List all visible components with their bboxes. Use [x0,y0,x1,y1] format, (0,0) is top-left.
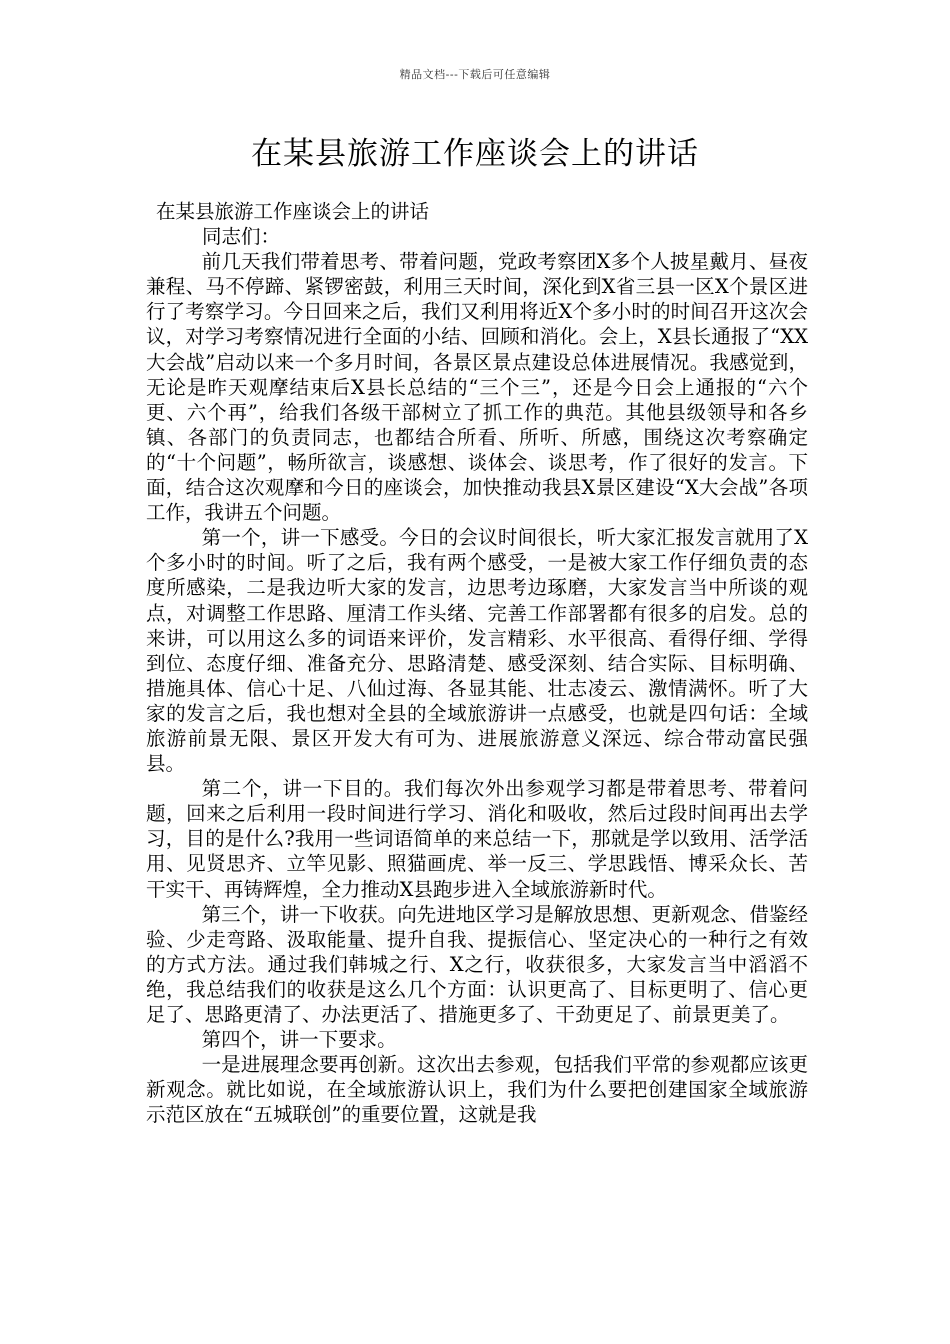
document-subtitle: 在某县旅游工作座谈会上的讲话 [156,200,430,223]
paragraph: 第四个，讲一下要求。 [201,1028,397,1052]
paragraph: 第三个，讲一下收获。向先进地区学习是解放思想、更新观念、借鉴经验、少走弯路、汲取能量、提升自我、提振信心、坚定决心的一种行之有效的方式方法。通过我们韩城之行、X之行，收获很多，大家发言当中滔滔不绝，我总结我们的收获是这么几个方面：认识更高了、目标更明了、信心更足了、思路更清了、办法更活了、措施更多了、干劲更足了、前景更美了。 [146,902,808,1026]
paragraph: 前几天我们带着思考、带着问题，党政考察团X多个人披星戴月、昼夜兼程、马不停蹄、紧锣密鼓，利用三天时间，深化到X省三县一区X个景区进行了考察学习。今日回来之后，我们又利用将近X个多小时的时间召开这次会议，对学习考察情况进行全面的小结、回顾和消化。会上，X县长通报了“XX大会战”启动以来一个多月时间，各景区景点建设总体进展情况。我感觉到，无论是昨天观摩结束后X县长总结的“三个三”，还是今日会上通报的“六个更、六个再”，给我们各级干部树立了抓工作的典范。其他县级领导和各乡镇、各部门的负责同志，也都结合所看、所听、所感，围绕这次考察确定的“十个问题”，畅所欲言，谈感想、谈体会、谈思考，作了很好的发言。下面，结合这次观摩和今日的座谈会，加快推动我县X景区建设“X大会战”各项工作，我讲五个问题。 [146,250,808,525]
salutation: 同志们： [202,225,281,249]
paragraph: 一是进展理念要再创新。这次出去参观，包括我们平常的参观都应该更新观念。就比如说，在全域旅游认识上，我们为什么要把创建国家全域旅游示范区放在“五城联创”的重要位置，这就是我 [146,1053,808,1127]
document-body [146,199,808,1127]
paragraph: 第二个，讲一下目的。我们每次外出参观学习都是带着思考、带着问题，回来之后利用一段时间进行学习、消化和吸收，然后过段时间再出去学习，目的是什么?我用一些词语简单的来总结一下，那就是学以致用、活学活用、见贤思齐、立竿见影、照猫画虎、举一反三、学思践悟、博采众长、苦干实干、再铸辉煌，全力推动X县跑步进入全域旅游新时代。 [146,777,808,901]
paragraph: 第一个，讲一下感受。今日的会议时间很长，听大家汇报发言就用了X个多小时的时间。听了之后，我有两个感受，一是被大家工作仔细负责的态度所感染，二是我边听大家的发言，边思考边琢磨，大家发言当中所谈的观点，对调整工作思路、厘清工作头绪、完善工作部署都有很多的启发。总的来讲，可以用这么多的词语来评价，发言精彩、水平很高、看得仔细、学得到位、态度仔细、准备充分、思路清楚、感受深刻、结合实际、目标明确、措施具体、信心十足、八仙过海、各显其能、壮志凌云、激情满怀。听了大家的发言之后，我也想对全县的全域旅游讲一点感受，也就是四句话：全域旅游前景无限、景区开发大有可为、进展旅游意义深远、综合带动富民强县。 [146,526,808,776]
document-title: 在某县旅游工作座谈会上的讲话 [251,136,699,172]
header-note: 精品文档---下载后可任意编辑 [399,68,551,81]
